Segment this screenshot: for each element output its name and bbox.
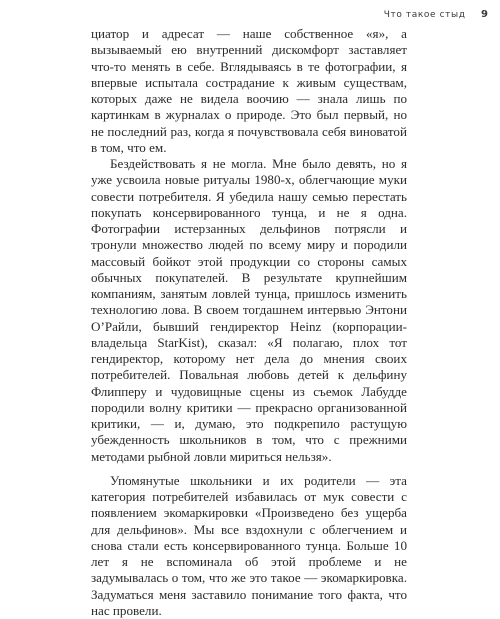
paragraph-2: Бездействовать я не могла. Мне было девять, но я уже усвоила новые ритуалы 1980-х, облегчающие муки совести потребителя. Я убедила нашу семью перестать покупать консервированного тунца, и не я одна. Фотографии истерзанных дельфинов потрясли и тронули множество людей по всему миру и породили массовый бойкот этой продукции со стороны самых обычных покупателей. В результате крупнейшим компаниям, занятым ловлей тунца, пришлось изменить технологию лова. В своем тогдашнем интервью Энтони О’Райли, бывший гендиректор Heinz (корпорации-владельца StarKist), сказал: «Я полагаю, плох тот гендиректор, которому нет дела до мнения своих потребителей. Повальная любовь детей к дельфину Флипперу и чудовищные сцены из съемок Лабудде породили волну критики — прекрасно организованной критики, — и, думаю, это подкрепило растущую убежденность школьников в том, что с прежними методами рыбной ловли мириться нельзя». bbox=[91, 156, 407, 464]
running-header bbox=[300, 9, 488, 25]
body-text bbox=[91, 26, 407, 619]
chapter-title: Что такое стыд bbox=[383, 10, 466, 20]
page-number: 9 bbox=[481, 9, 488, 20]
paragraph-1: циатор и адресат — наше собственное «я», а вызываемый ею внутренний дискомфорт заставляет что-то менять в себе. Вглядываясь в те фотографии, я впервые испытала сострадание к живым существам, которых даже не видела воочию — знала лишь по картинкам в журналах о природе. Это был первый, но не последний раз, когда я почувствовала себя виноватой в том, что ем. bbox=[91, 26, 407, 155]
paragraph-3: Упомянутые школьники и их родители — эта категория потребителей избавилась от мук совести с появлением экомаркировки «Произведено без ущерба для дельфинов». Мы все вздохнули с облегчением и снова стали есть консервированного тунца. Больше 10 лет я не вспоминала об этой проблеме и не задумывалась о том, что же это такое — экомаркировка. Задуматься меня заставило понимание того факта, что нас провели. bbox=[91, 472, 407, 618]
